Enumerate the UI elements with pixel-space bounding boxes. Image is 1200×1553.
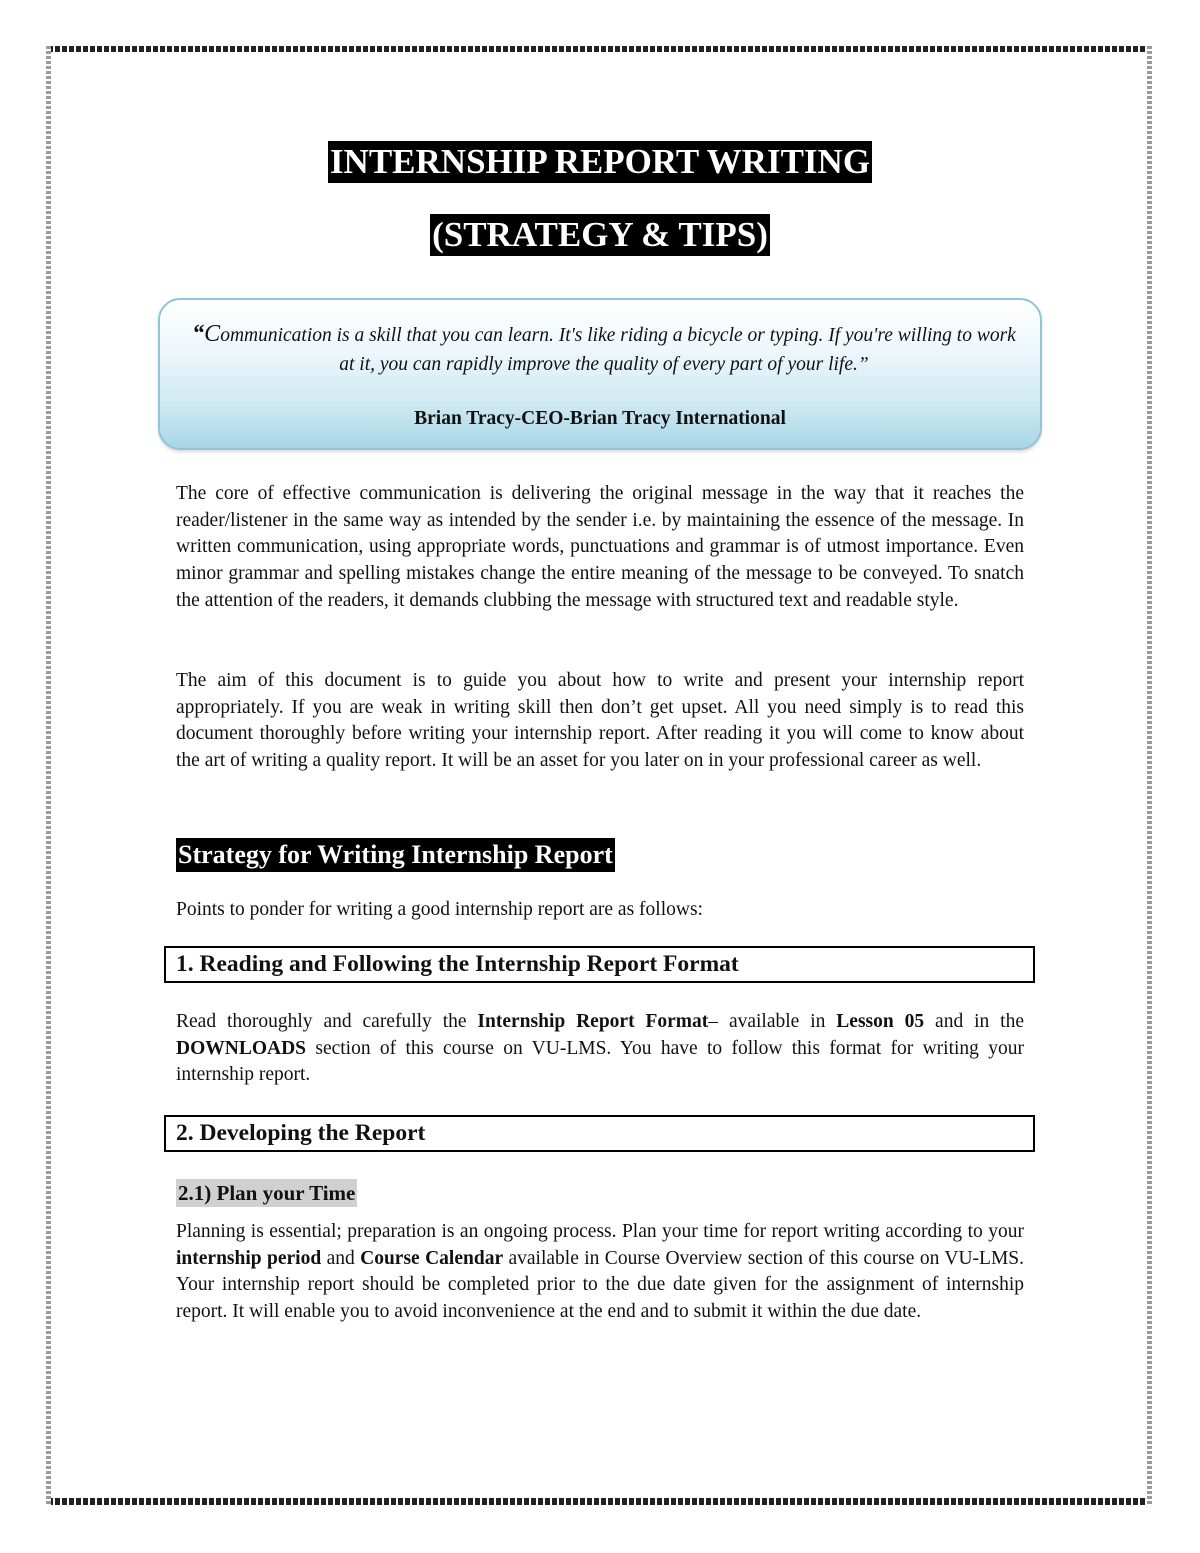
section-1-text-1: Read thoroughly and carefully the: [176, 1011, 478, 1032]
section-2-text-3: available in Course Overview section of this course on VU-LMS. Your internship report should be completed prior to the due date given for the assignment of internship report. It will enable you to avoid inconvenience at the end and to submit it within the due date.: [176, 1247, 1025, 1323]
quote-text: [190, 320, 1018, 379]
page-border-left: [46, 46, 51, 1505]
section-1-bold-format: Internship Report Format: [477, 1011, 709, 1032]
section-2-text-1: Planning is essential; preparation is an ongoing process. Plan your time for report writing according to your: [176, 1221, 1024, 1242]
intro-paragraph-1: The core of effective communication is delivering the original message in the way that it reaches the reader/listener in the same way as intended by the sender i.e. by maintaining the essence of the message. In written communication, using appropriate words, punctuations and grammar is of utmost importance. Even minor grammar and spelling mistakes change the entire meaning of the message to be conveyed. To snatch the attention of the readers, it demands clubbing the message with structured text and readable style.: [176, 483, 1024, 611]
strategy-intro: Points to ponder for writing a good internship report are as follows:: [176, 899, 703, 920]
section-1-bold-lesson: Lesson 05: [836, 1011, 925, 1032]
title-line-2-wrap: [0, 214, 1200, 256]
quote-first-letter: C: [204, 321, 221, 347]
title-line-1-wrap: [0, 141, 1200, 183]
document-title: INTERNSHIP REPORT WRITING: [329, 142, 871, 181]
quote-box: [158, 298, 1042, 450]
page-border-bottom: [48, 1498, 1153, 1505]
section-2-bold-calendar: Course Calendar: [360, 1247, 504, 1269]
section-2-1-paragraph: [176, 1219, 1024, 1326]
section-1-heading: 1. Reading and Following the Internship Report Format: [164, 946, 1035, 983]
section-2-1-subheading: 2.1) Plan your Time: [178, 1181, 356, 1205]
document-subtitle: (STRATEGY & TIPS): [432, 215, 768, 254]
section-1-paragraph: [176, 1009, 1024, 1089]
section-1-bold-downloads: DOWNLOADS: [176, 1037, 307, 1059]
section-1-text-3: and in the: [924, 1011, 1024, 1032]
quote-body: ommunication is a skill that you can learn. It's like riding a bicycle or typing. If you're willing to work at it, you can rapidly improve the quality of every part of your life.”: [220, 325, 1016, 375]
section-2-heading: 2. Developing the Report: [164, 1115, 1035, 1152]
section-2-text-2: and: [321, 1247, 361, 1269]
intro-paragraph-2: The aim of this document is to guide you about how to write and present your internship report appropriately. If you are weak in writing skill then don’t get upset. All you need simply is to read this document thoroughly before writing your internship report. After reading it you will come to know about the art of writing a quality report. It will be an asset for you later on in your professional career as well.: [176, 670, 1024, 772]
section-1-text-2: – available in: [708, 1011, 837, 1032]
quote-author: Brian Tracy-CEO-Brian Tracy International: [414, 408, 786, 429]
page-border-right: [1147, 46, 1152, 1505]
section-1-text-4: section of this course on VU-LMS. You have to follow this format for writing your internship report.: [176, 1037, 1024, 1086]
section-2-bold-period: internship period: [176, 1247, 322, 1269]
strategy-heading: Strategy for Writing Internship Report: [176, 838, 615, 872]
quote-open-mark: “: [192, 321, 205, 347]
page-border-top: [48, 46, 1153, 52]
